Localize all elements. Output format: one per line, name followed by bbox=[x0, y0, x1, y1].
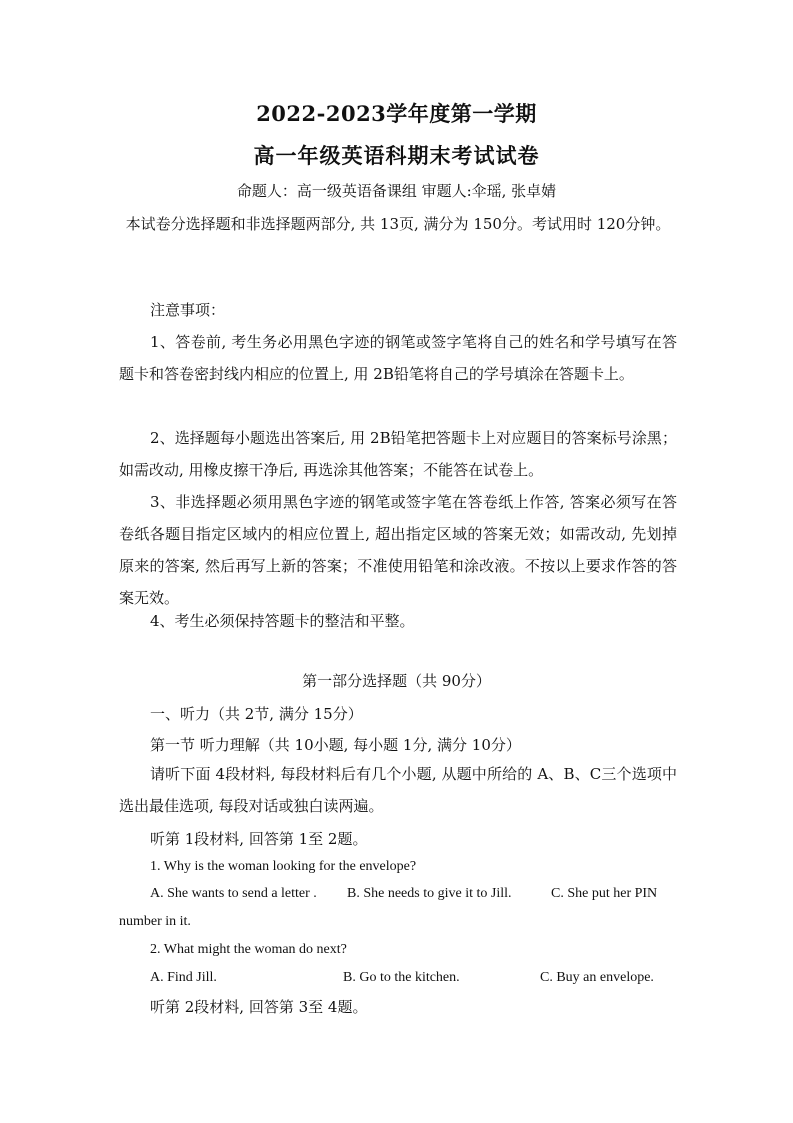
question-1-option-b: B. She needs to give it to Jill. bbox=[347, 886, 512, 901]
question-2-option-a: A. Find Jill. bbox=[150, 970, 217, 985]
question-1-option-c-continued: number in it. bbox=[119, 914, 191, 929]
notes-heading: 注意事项： bbox=[150, 301, 226, 319]
note-item-3: 3、非选择题必须用黑色字迹的钢笔或签字笔在答卷纸上作答, 答案必须写在答卷纸各题目指定区域内的相应位置上, 超出指定区域的答案无效；如需改动, 先划掉原来的答案, 然后再写上新的答案；不准使用铅笔和涂改液。不按以上要求作答的答案无效。 bbox=[119, 493, 677, 607]
listening-subsection-heading: 第一节 听力理解（共 10小题, 每小题 1分, 满分 10分） bbox=[150, 736, 521, 754]
note-item-2: 2、选择题每小题选出答案后, 用 2B铅笔把答题卡上对应题目的答案标号涂黑；如需改动, 用橡皮擦干净后, 再选涂其他答案；不能答在试卷上。 bbox=[119, 429, 677, 479]
material-2-prompt: 听第 2段材料, 回答第 3至 4题。 bbox=[150, 998, 368, 1016]
question-1-stem: 1. Why is the woman looking for the envelope? bbox=[150, 859, 417, 874]
part1-heading: 第一部分选择题（共 90分） bbox=[302, 672, 491, 690]
question-1-option-a: A. She wants to send a letter . bbox=[150, 886, 317, 901]
note-item-1: 1、答卷前, 考生务必用黑色字迹的钢笔或签字笔将自己的姓名和学号填写在答题卡和答卷密封线内相应的位置上, 用 2B铅笔将自己的学号填涂在答题卡上。 bbox=[119, 333, 677, 383]
exam-year-title: 2022-2023学年度第一学期 bbox=[256, 101, 537, 126]
exam-intro: 本试卷分选择题和非选择题两部分, 共 13页, 满分为 150分。考试用时 120分钟。 bbox=[125, 215, 671, 233]
question-2-option-c: C. Buy an envelope. bbox=[540, 970, 654, 985]
material-1-prompt: 听第 1段材料, 回答第 1至 2题。 bbox=[150, 830, 368, 848]
question-2-stem: 2. What might the woman do next? bbox=[150, 942, 347, 957]
question-1-option-c: C. She put her PIN bbox=[551, 886, 658, 901]
exam-title: 高一年级英语科期末考试试卷 bbox=[253, 143, 540, 168]
note-item-4: 4、考生必须保持答题卡的整洁和平整。 bbox=[150, 612, 415, 630]
exam-authors: 命题人：高一级英语备课组 审题人:伞瑶, 张卓婧 bbox=[236, 182, 557, 200]
listening-section-heading: 一、听力（共 2节, 满分 15分） bbox=[150, 705, 363, 723]
listening-instructions: 请听下面 4段材料, 每段材料后有几个小题, 从题中所给的 A、B、C三个选项中选出最佳选项, 每段对话或独白读两遍。 bbox=[119, 765, 677, 815]
question-2-option-b: B. Go to the kitchen. bbox=[343, 970, 460, 985]
